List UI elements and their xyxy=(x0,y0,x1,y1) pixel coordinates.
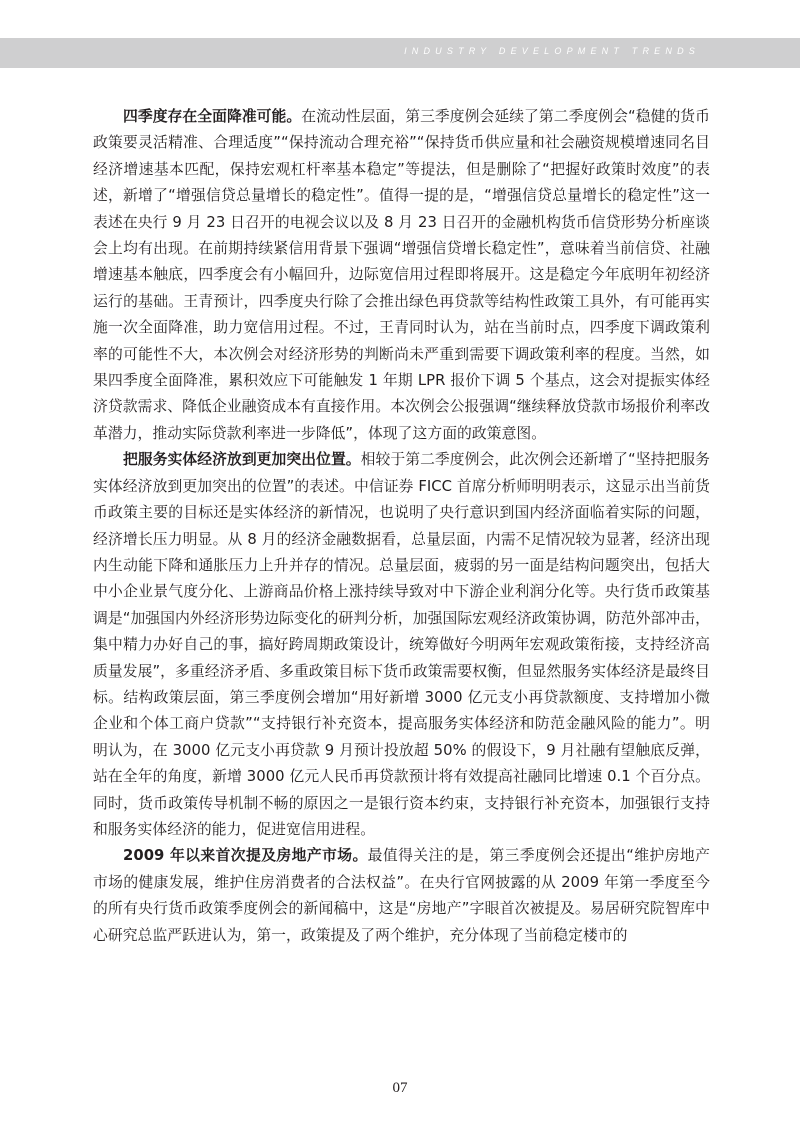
paragraph-lead: 四季度存在全面降准可能。 xyxy=(123,108,302,125)
paragraph xyxy=(93,843,710,949)
article-body xyxy=(93,104,710,949)
paragraph xyxy=(93,447,710,843)
running-header-band xyxy=(0,38,800,68)
paragraph-lead: 把服务实体经济放到更加突出位置。 xyxy=(123,451,361,469)
paragraph xyxy=(93,104,710,447)
page-number: 07 xyxy=(392,1080,408,1096)
paragraph-text: 在流动性层面，第三季度例会延续了第二季度例会“稳健的货币政策要灵活精准、合理适度”“保持流动合理充裕”“保持货币供应量和社会融资规模增速同名目经济增速基本匹配，保持宏观杠杆率基本稳定”等提法，但是删除了“把握好政策时效度”的表述，新增了“增强信贷总量增长的稳定性”。值得一提的是，“增强信贷总量增长的稳定性”这一表述在央行 9 月 23 日召开的电视会议以及 8 月 23 日召开的金融机构货币信贷形势分析座谈会上均有出现。在前期持续紧信用背景下强调“增强信贷增长稳定性”，意味着当前信贷、社融增速基本触底，四季度会有小幅回升，边际宽信用过程即将展开。这是稳定今年底明年初经济运行的基础。王青预计，四季度央行除了会推出绿色再贷款等结构性政策工具外，有可能再实施一次全面降准，助力宽信用过程。不过，王青同时认为，站在当前时点，四季度下调政策利率的可能性不大，本次例会对经济形势的判断尚未严重到需要下调政策利率的程度。当然，如果四季度全面降准，累积效应下可能触发 1 年期 LPR 报价下调 5 个基点，这会对提振实体经济贷款需求、降低企业融资成本有直接作用。本次例会公报强调“继续释放贷款市场报价利率改革潜力，推动实际贷款利率进一步降低”，体现了这方面的政策意图。 xyxy=(93,108,710,442)
paragraph-text: 相较于第二季度例会，此次例会还新增了“坚持把服务实体经济放到更加突出的位置”的表述。中信证券 FICC 首席分析师明明表示，这显示出当前货币政策主要的目标还是实体经济的新情况，也说明了央行意识到国内经济面临着实际的问题，经济增长压力明显。从 8 月的经济金融数据看，总量层面，内需不足情况较为显著，经济出现内生动能下降和通胀压力上升并存的情况。总量层面，疲弱的另一面是结构问题突出，包括大中小企业景气度分化、上游商品价格上涨持续导致对中下游企业利润分化等。央行货币政策基调是“加强国内外经济形势边际变化的研判分析，加强国际宏观经济政策协调，防范外部冲击，集中精力办好自己的事，搞好跨周期政策设计，统筹做好今明两年宏观政策衔接，支持经济高质量发展”，多重经济矛盾、多重政策目标下货币政策需要权衡，但显然服务实体经济是最终目标。结构政策层面，第三季度例会增加“用好新增 3000 亿元支小再贷款额度、支持增加小微企业和个体工商户贷款”“支持银行补充资本，提高服务实体经济和防范金融风险的能力”。明明认为，在 3000 亿元支小再贷款 9 月预计投放超 50% 的假设下，9 月社融有望触底反弹，站在全年的角度，新增 3000 亿元人民币再贷款预计将有效提高社融同比增速 0.1 个百分点。同时，货币政策传导机制不畅的原因之一是银行资本约束，支持银行补充资本，加强银行支持和服务实体经济的能力，促进宽信用进程。 xyxy=(93,451,710,838)
paragraph-lead: 2009 年以来首次提及房地产市场。 xyxy=(123,847,368,865)
running-header-title: INDUSTRY DEVELOPMENT TRENDS xyxy=(404,46,700,56)
paragraph-text: 最值得关注的是，第三季度例会还提出“维护房地产市场的健康发展，维护住房消费者的合法权益”。在央行官网披露的从 2009 年第一季度至今的所有央行货币政策季度例会的新闻稿中，这是“房地产”字眼首次被提及。易居研究院智库中心研究总监严跃进认为，第一，政策提及了两个维护，充分体现了当前稳定楼市的 xyxy=(93,847,710,944)
